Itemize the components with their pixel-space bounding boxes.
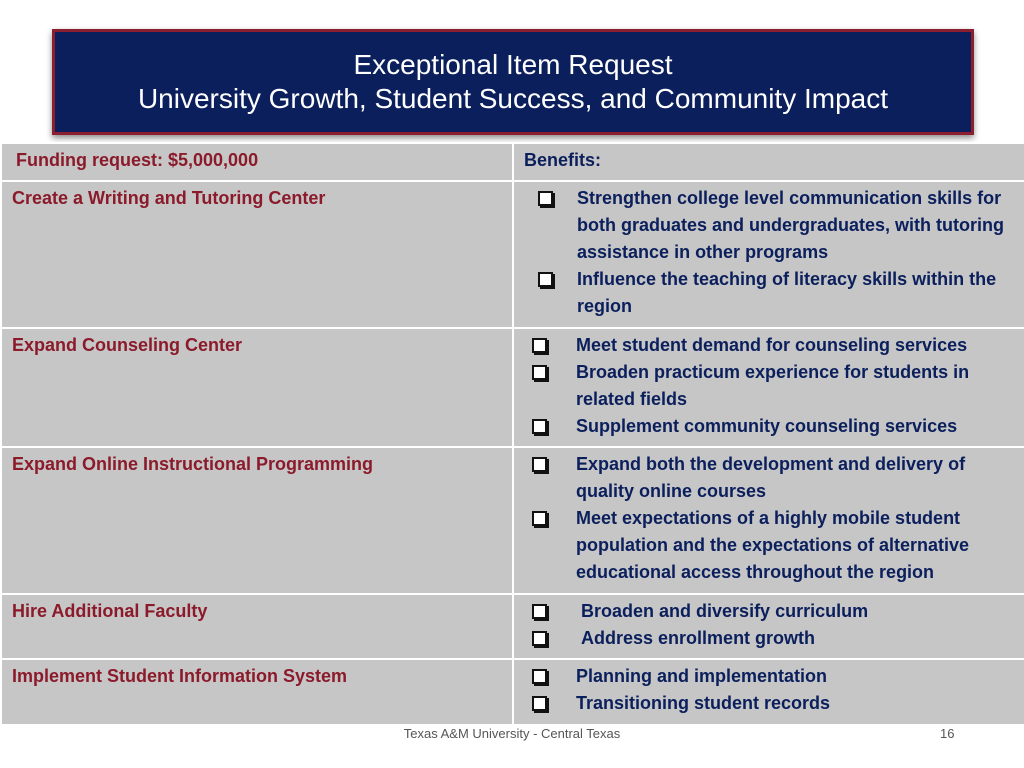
checkbox-square-icon [532, 365, 547, 380]
funding-item: Create a Writing and Tutoring Center [1, 181, 513, 328]
checkbox-square-icon [532, 419, 547, 434]
table-header-row [1, 143, 1024, 181]
benefit-text: Transitioning student records [576, 693, 831, 713]
benefit-text: Supplement community counseling services [576, 416, 958, 436]
benefits-list [524, 598, 1018, 652]
funding-request-header: Funding request: $5,000,000 [1, 143, 513, 181]
funding-item: Hire Additional Faculty [1, 594, 513, 659]
benefit-item [524, 266, 1018, 320]
benefit-item [524, 332, 1018, 359]
benefits-cell [513, 594, 1024, 659]
benefit-text: Influence the teaching of literacy skills within the region [577, 269, 1002, 316]
funding-table [0, 142, 1024, 726]
footer-text: Texas A&M University - Central Texas [403, 726, 621, 741]
checkbox-square-icon [538, 191, 553, 206]
benefit-item [524, 359, 1018, 413]
benefit-item [524, 413, 1018, 440]
benefit-item [524, 451, 1018, 505]
checkbox-square-icon [538, 272, 553, 287]
benefit-text: Broaden practicum experience for students in related fields [576, 362, 975, 409]
benefit-text: Meet expectations of a highly mobile student population and the expectations of alternative educational access throughout the region [576, 508, 975, 582]
checkbox-square-icon [532, 511, 547, 526]
benefit-text: Address enrollment growth [576, 628, 816, 648]
benefit-item [524, 505, 1018, 586]
benefits-cell [513, 659, 1024, 725]
benefit-text: Strengthen college level communication skills for both graduates and undergraduates, with tutoring assistance in other programs [577, 188, 1010, 262]
slide-subtitle: University Growth, Student Success, and Community Impact [137, 83, 889, 114]
benefit-text: Expand both the development and delivery of quality online courses [576, 454, 971, 501]
benefit-text: Broaden and diversify curriculum [576, 601, 869, 621]
benefit-item [524, 185, 1018, 266]
benefit-text: Planning and implementation [576, 666, 828, 686]
benefits-list [524, 451, 1018, 586]
table-row [1, 181, 1024, 328]
table-row [1, 447, 1024, 594]
benefits-cell [513, 181, 1024, 328]
checkbox-square-icon [532, 457, 547, 472]
checkbox-square-icon [532, 696, 547, 711]
benefits-header: Benefits: [513, 143, 1024, 181]
benefits-cell [513, 447, 1024, 594]
funding-item: Expand Online Instructional Programming [1, 447, 513, 594]
checkbox-square-icon [532, 631, 547, 646]
benefit-text: Meet student demand for counseling services [576, 335, 968, 355]
benefits-list [524, 332, 1018, 440]
table-row [1, 328, 1024, 447]
benefits-list [524, 185, 1018, 320]
checkbox-square-icon [532, 669, 547, 684]
benefit-item [524, 598, 1018, 625]
slide-title-box [52, 29, 974, 135]
funding-item: Implement Student Information System [1, 659, 513, 725]
checkbox-square-icon [532, 604, 547, 619]
page-number: 16 [940, 726, 955, 741]
benefit-item [524, 663, 1018, 690]
slide-title: Exceptional Item Request [353, 49, 673, 80]
table-row [1, 659, 1024, 725]
table-row [1, 594, 1024, 659]
benefit-item [524, 690, 1018, 717]
benefits-list [524, 663, 1018, 717]
funding-item: Expand Counseling Center [1, 328, 513, 447]
checkbox-square-icon [532, 338, 547, 353]
benefit-item [524, 625, 1018, 652]
benefits-cell [513, 328, 1024, 447]
